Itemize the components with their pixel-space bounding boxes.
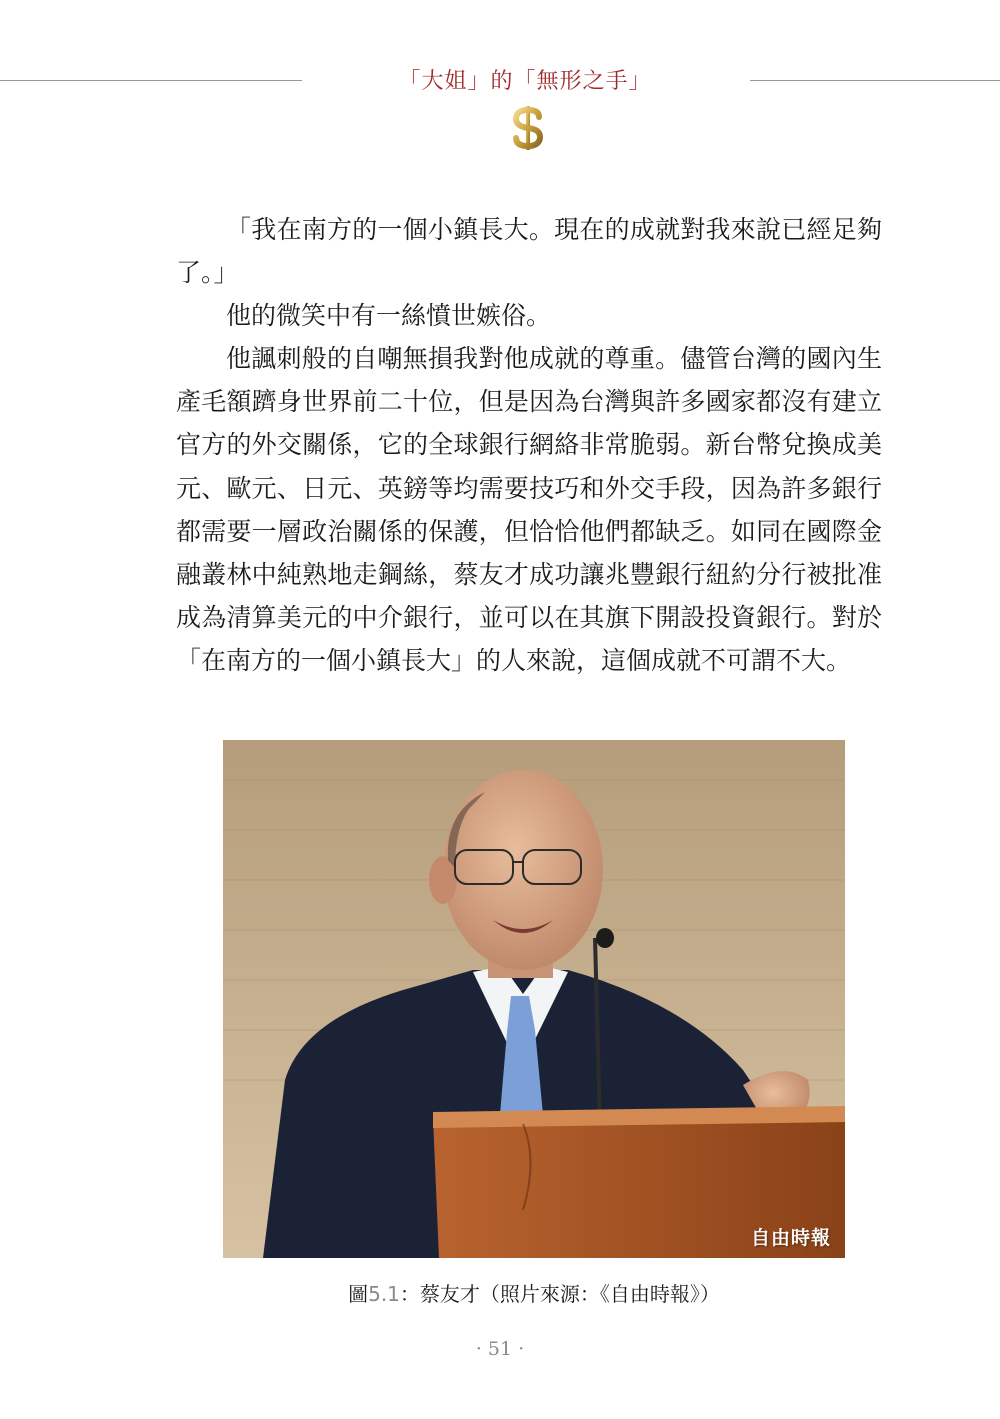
page-number: · 51 ·	[475, 1338, 525, 1360]
body-text	[176, 208, 882, 682]
gold-dollar-sign-icon	[506, 104, 550, 152]
paragraph-main: 他諷刺般的自嘲無損我對他成就的尊重。儘管台灣的國內生產毛額躋身世界前二十位，但是因為台灣與許多國家都沒有建立官方的外交關係，它的全球銀行網絡非常脆弱。新台幣兌換成美元、歐元、日元、英鎊等均需要技巧和外交手段，因為許多銀行都需要一層政治關係的保護，但恰恰他們都缺乏。如同在國際金融叢林中純熟地走鋼絲，蔡友才成功讓兆豐銀行紐約分行被批准成為清算美元的中介銀行，並可以在其旗下開設投資銀行。對於「在南方的一個小鎮長大」的人來說，這個成就不可謂不大。	[176, 344, 882, 675]
photo-watermark: 自由時報	[750, 1227, 831, 1249]
header-rule-left	[0, 80, 302, 81]
portrait-illustration	[223, 740, 845, 1258]
caption-figure-number: 5.1	[368, 1282, 400, 1306]
header-rule-right	[750, 80, 1000, 81]
paragraph-smile: 他的微笑中有一絲憤世嫉俗。	[226, 301, 552, 331]
portrait-photo	[223, 740, 845, 1258]
paragraph-quote: 「我在南方的一個小鎮長大。現在的成就對我來說已經足夠了。」	[176, 215, 882, 288]
running-title: 「大姐」的「無形之手」	[398, 69, 652, 94]
caption-prefix: 圖	[348, 1282, 369, 1306]
figure-caption	[223, 1278, 845, 1307]
caption-text: ：蔡友才（照片來源：《自由時報》）	[399, 1282, 720, 1306]
